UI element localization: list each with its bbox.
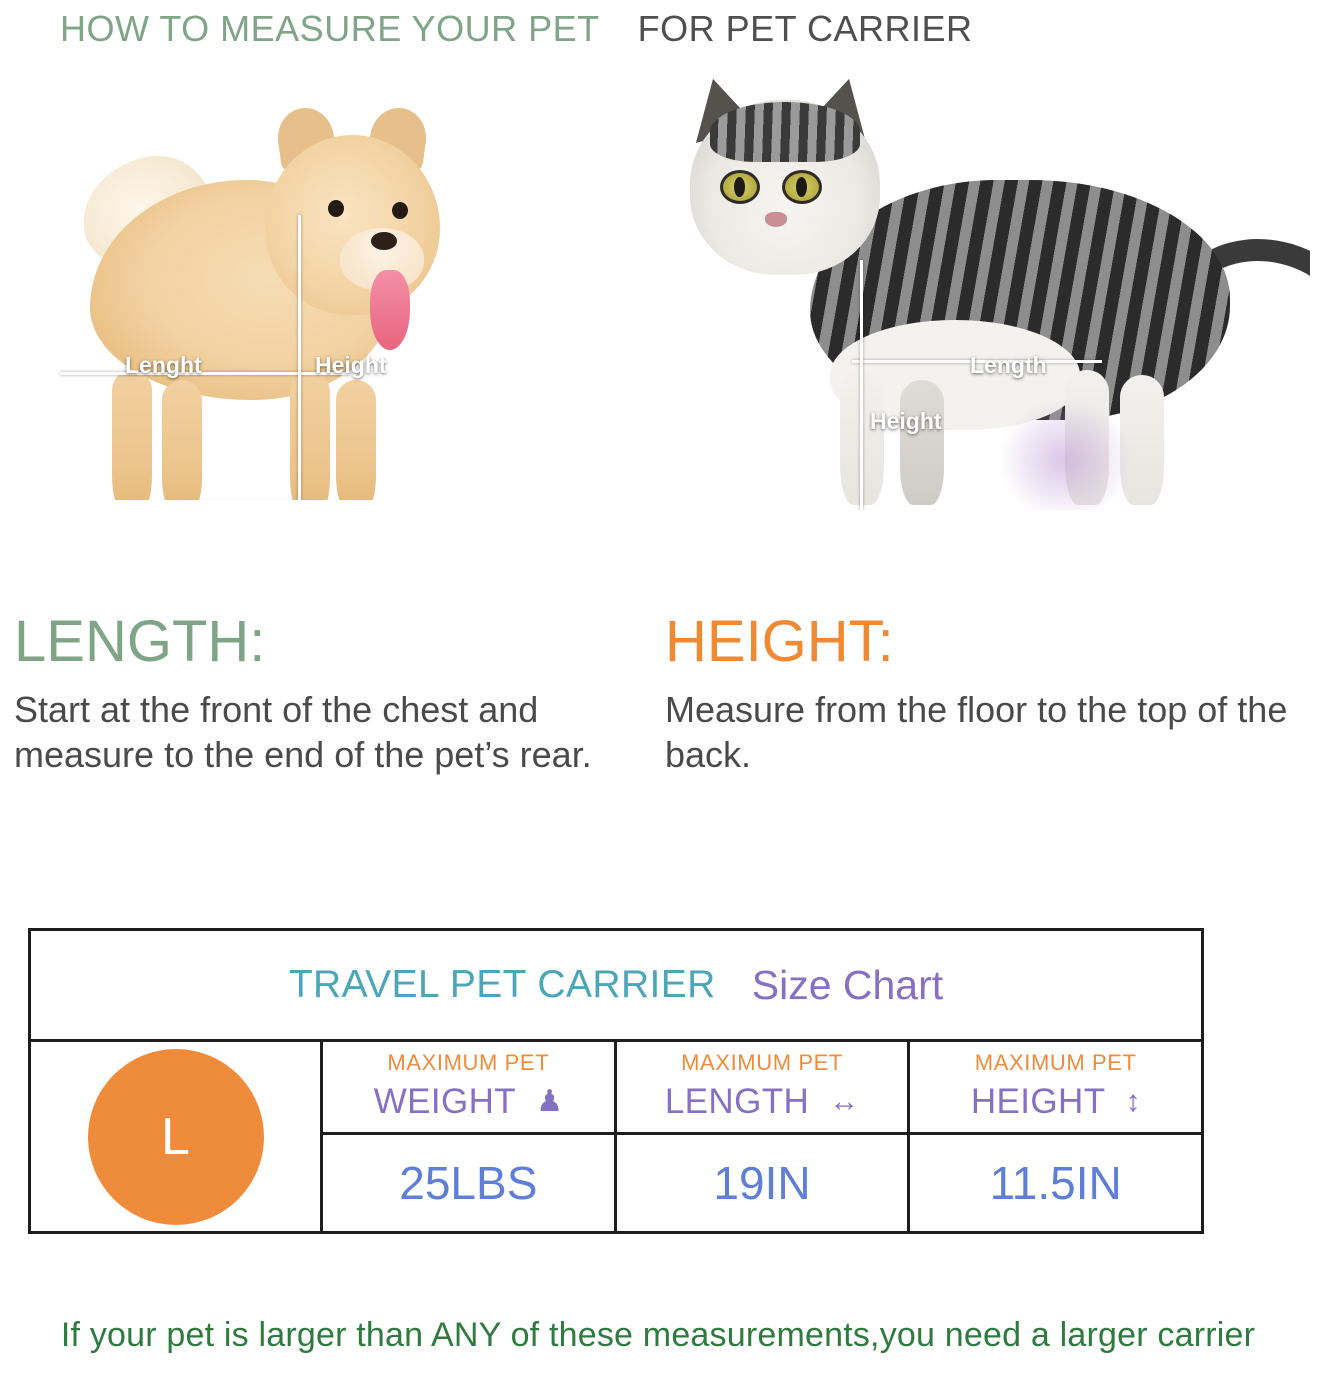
max-pet-label: MAXIMUM PET xyxy=(681,1050,843,1075)
dog-leg xyxy=(162,380,202,500)
definition-length-text: Start at the front of the chest and measure to the end of the pet’s rear. xyxy=(14,688,592,775)
metric-label-weight: WEIGHT xyxy=(373,1082,517,1121)
size-chart-header-weight xyxy=(323,1042,617,1132)
size-chart-value-row xyxy=(323,1135,1201,1231)
size-chart-header-length xyxy=(617,1042,911,1132)
horizontal-arrow-icon: ↔ xyxy=(829,1085,860,1118)
cat-length-label: Length xyxy=(970,352,1047,378)
size-chart-metrics xyxy=(323,1042,1201,1231)
dog-shadow xyxy=(98,498,398,500)
vertical-arrow-icon: ↕ xyxy=(1125,1085,1141,1118)
dog-eye xyxy=(392,202,408,219)
dog-length-label: Lenght xyxy=(125,352,202,378)
size-chart-title-row xyxy=(31,931,1201,1042)
cat-head-stripe xyxy=(710,102,860,162)
metric-label-length: LENGTH xyxy=(664,1082,810,1121)
value-length: 19IN xyxy=(617,1135,911,1231)
size-chart-title-secondary: Size Chart xyxy=(751,961,944,1008)
size-chart-table xyxy=(28,928,1204,1234)
cat-pupil xyxy=(796,177,807,197)
cat-eye xyxy=(720,170,760,204)
dog-eye xyxy=(328,200,344,217)
dog-nose xyxy=(371,232,397,250)
dog-head xyxy=(265,135,440,315)
cat-photo xyxy=(670,70,1310,510)
dog-leg xyxy=(112,370,152,500)
dog-leg xyxy=(290,372,330,500)
cat-height-line xyxy=(860,260,863,510)
footer-note: If your pet is larger than ANY of these measurements,you need a larger carrier xyxy=(60,1316,1256,1354)
size-chart-title-primary: TRAVEL PET CARRIER xyxy=(288,963,716,1006)
definition-height xyxy=(647,609,1298,777)
dog-tongue xyxy=(370,270,410,350)
page-title-dark: FOR PET CARRIER xyxy=(637,8,973,49)
cat-nose xyxy=(765,212,787,227)
size-chart-body-row xyxy=(31,1042,1201,1231)
page-title-green: HOW TO MEASURE YOUR PET xyxy=(60,8,600,49)
cat-color-haze xyxy=(1000,400,1130,510)
dog-photo xyxy=(40,80,440,500)
definition-length xyxy=(14,609,647,777)
definitions-section xyxy=(0,609,1318,777)
weight-icon: ♟ xyxy=(536,1085,563,1118)
pet-photo-row xyxy=(0,60,1318,520)
value-weight: 25LBS xyxy=(323,1135,617,1231)
page-header xyxy=(0,0,1318,50)
cat-eye xyxy=(782,170,822,204)
metric-label-height: HEIGHT xyxy=(970,1082,1106,1121)
size-chart-size-cell xyxy=(31,1042,323,1231)
size-badge: L xyxy=(88,1049,264,1225)
dog-length-line xyxy=(60,372,350,375)
cat-height-label: Height xyxy=(870,408,942,434)
max-pet-label: MAXIMUM PET xyxy=(387,1050,550,1075)
size-chart-header-height xyxy=(910,1042,1201,1132)
cat-pupil xyxy=(734,177,745,197)
size-chart-header-row xyxy=(323,1042,1201,1135)
cat-leg xyxy=(900,380,944,505)
definition-height-title: HEIGHT: xyxy=(665,609,894,674)
dog-height-line xyxy=(298,215,301,500)
definition-height-text: Measure from the floor to the top of the back. xyxy=(665,688,1288,775)
value-height: 11.5IN xyxy=(989,1157,1122,1209)
max-pet-label: MAXIMUM PET xyxy=(974,1050,1137,1075)
definition-length-title: LENGTH: xyxy=(14,609,266,674)
dog-height-label: Height xyxy=(315,352,387,378)
dog-leg xyxy=(336,380,376,500)
